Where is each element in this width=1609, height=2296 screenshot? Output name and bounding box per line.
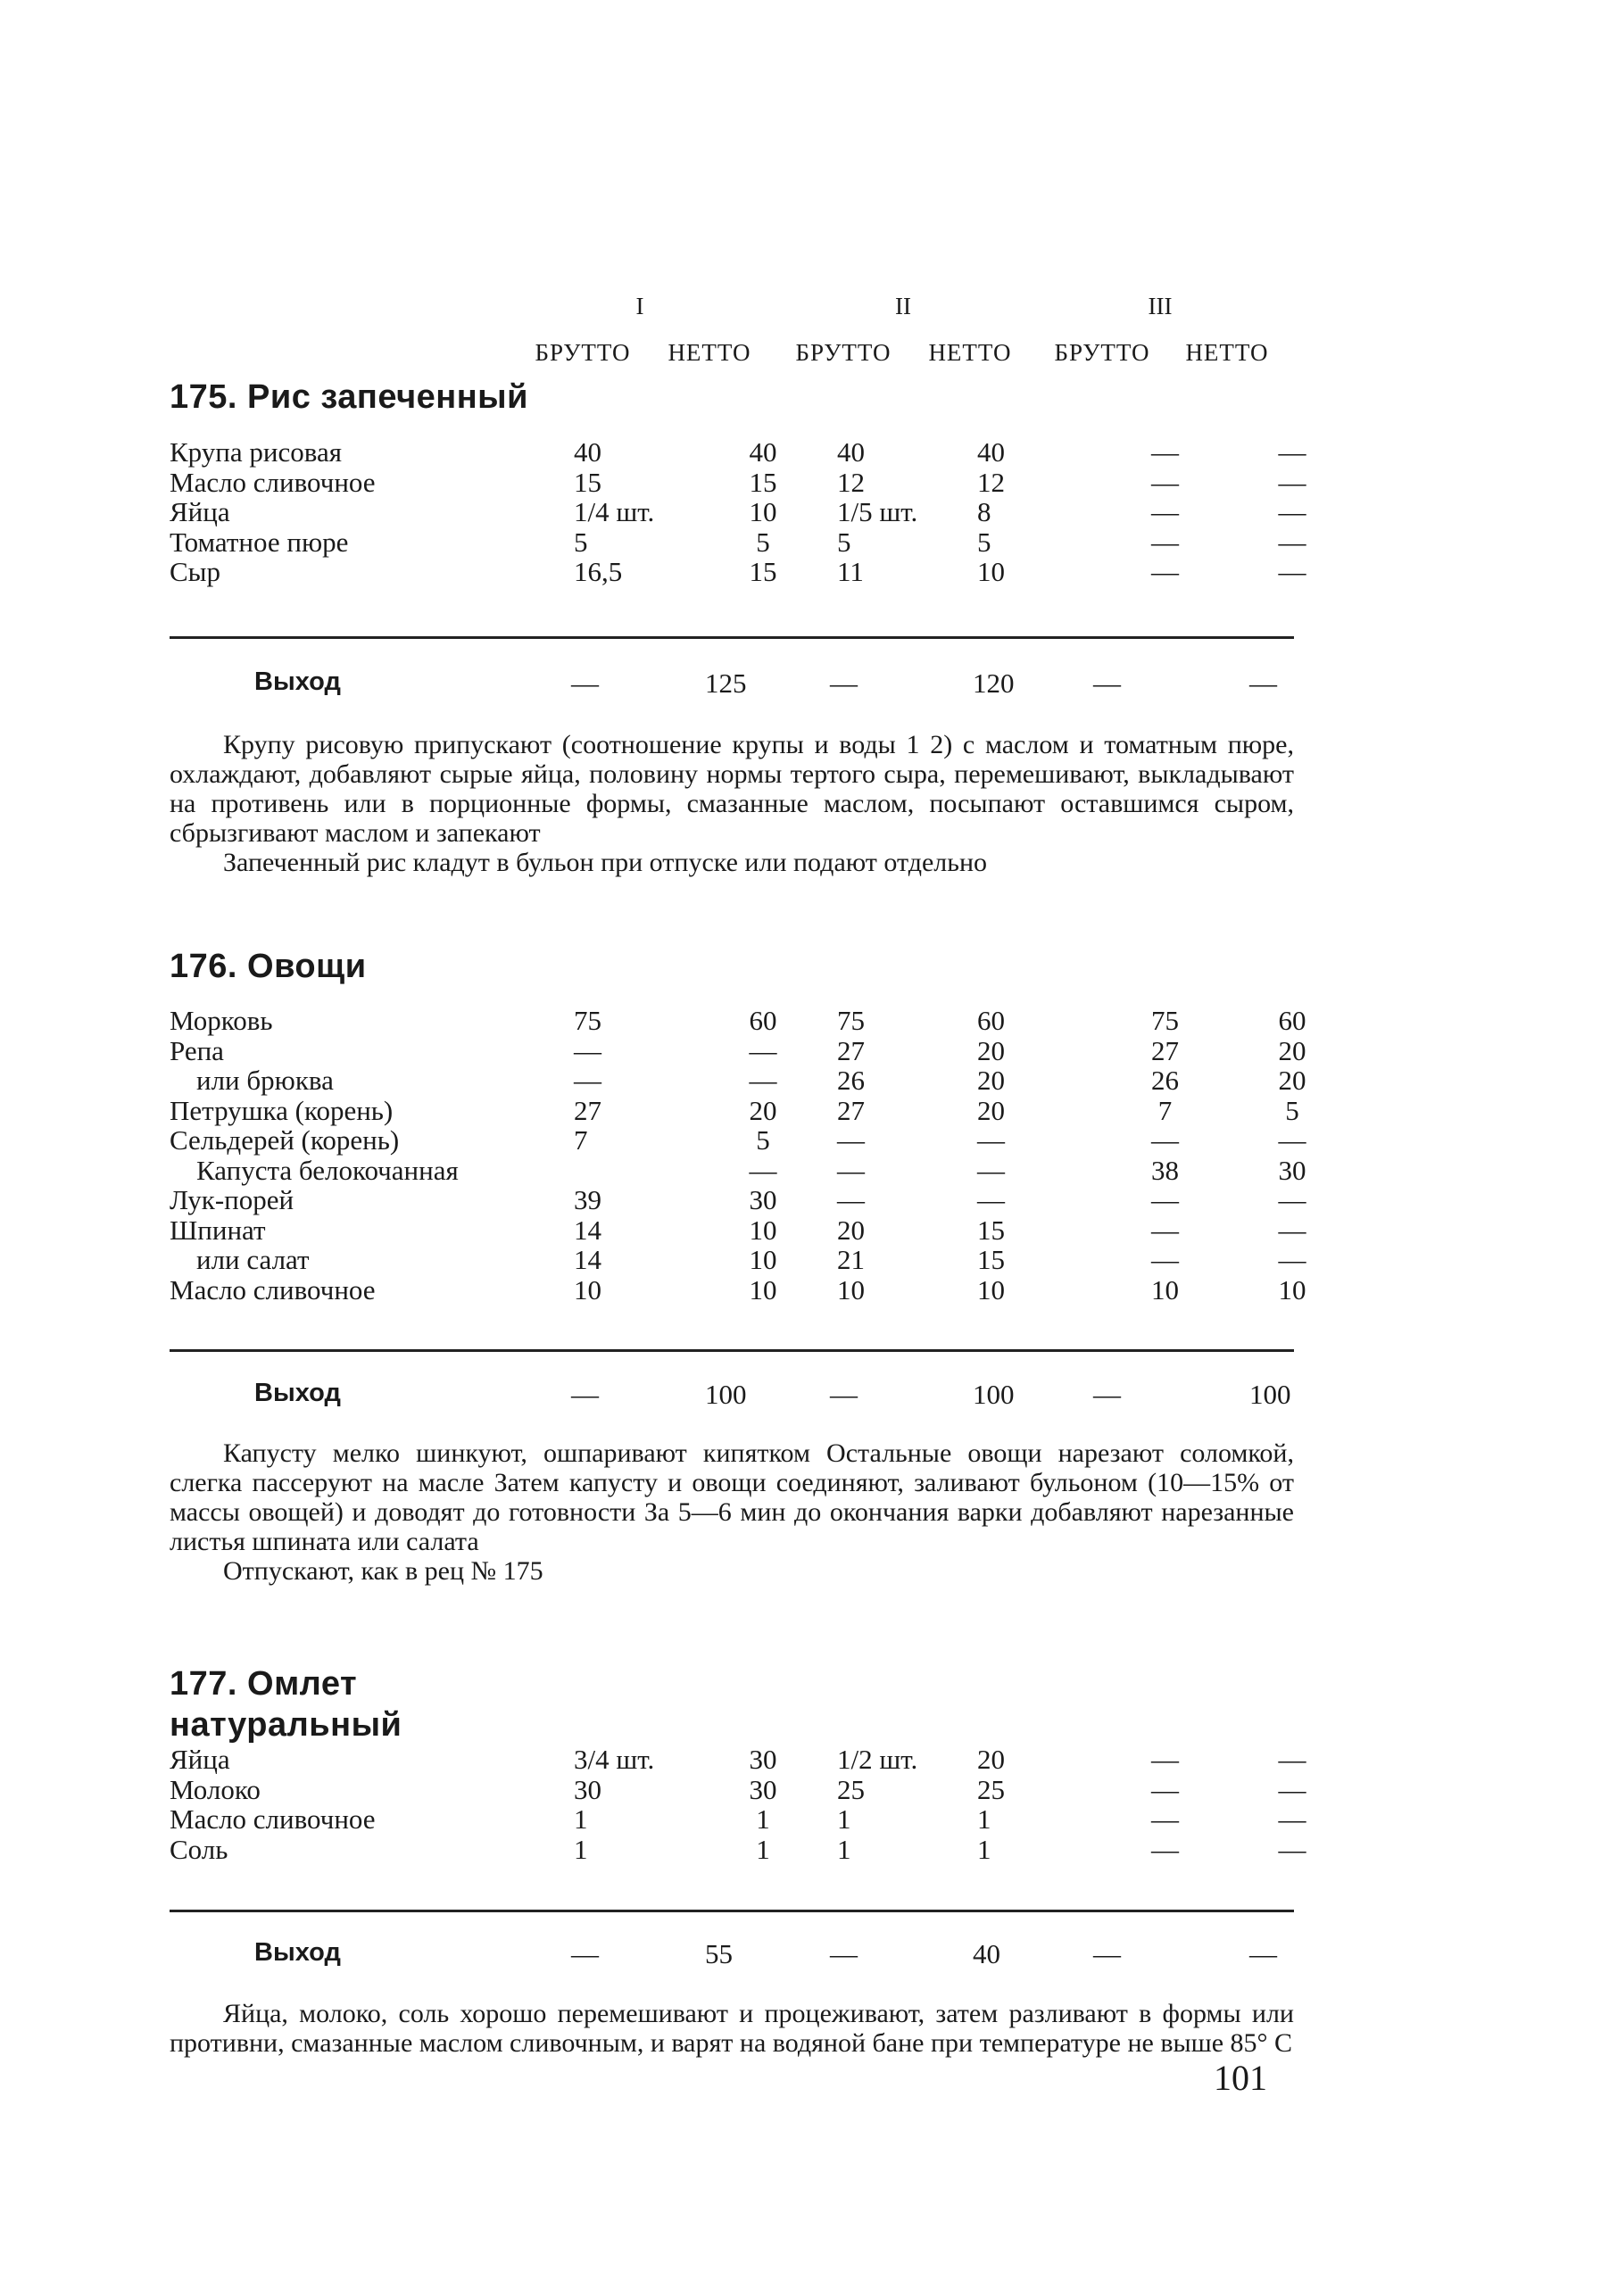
ingredient-value: — [1278, 526, 1306, 558]
ingredient-value: 27 [1151, 1034, 1179, 1066]
yield-value: — [1093, 667, 1121, 699]
yield-value: — [1093, 1938, 1121, 1969]
ingredient-value: 40 [977, 436, 1005, 468]
ingredient-name: Масло сливочное [170, 1803, 376, 1835]
ingredient-value: 30 [1278, 1154, 1306, 1186]
ingredient-value: — [1278, 1124, 1306, 1156]
ingredient-value: — [1151, 496, 1179, 527]
ingredient-value: — [1151, 1184, 1179, 1215]
ingredient-value: 5 [837, 526, 851, 558]
instruction-paragraph: Крупу рисовую припускают (соотношение крупы и воды 1 2) с маслом и томатным пюре, охлаждают, добавляют сырые яйца, половину нормы тертого сыра, перемешивают, выкладывают на противень или в порционные формы, смазанные маслом, посыпают оставшимся сыром, сбрызгивают маслом и запекают [170, 730, 1294, 848]
ingredient-value: 15 [749, 466, 777, 498]
recipe-instructions [170, 730, 1294, 877]
recipe-title: 177. Омлет натуральный [170, 1665, 402, 1744]
ingredient-value: — [1151, 1744, 1179, 1775]
ingredient-value [558, 1156, 696, 1186]
ingredient-value: 25 [977, 1773, 1005, 1805]
ingredient-value: — [1278, 1744, 1306, 1775]
ingredient-value: 5 [977, 526, 991, 558]
ingredient-row [170, 527, 1355, 558]
ingredient-row [170, 1006, 1355, 1036]
ingredient-value: 20 [977, 1034, 1005, 1066]
ingredient-value: 1 [574, 1833, 588, 1865]
ingredient-value: 1 [837, 1803, 851, 1835]
column-group-3: III [1148, 293, 1173, 319]
ingredient-row [170, 1245, 1355, 1275]
ingredient-value: 1 [756, 1833, 770, 1865]
ingredient-value: 10 [749, 1244, 777, 1275]
yield-value: — [830, 667, 858, 699]
ingredient-value: 15 [977, 1244, 1005, 1275]
yield-value: 100 [1249, 1379, 1291, 1410]
ingredient-name: Соль [170, 1833, 228, 1865]
ingredient-value: — [1151, 1214, 1179, 1246]
ingredient-value: 10 [749, 1214, 777, 1246]
yield-value: — [1249, 1938, 1277, 1969]
yield-value: 40 [973, 1938, 1000, 1969]
ingredient-value: 5 [756, 526, 770, 558]
ingredient-row [170, 1804, 1355, 1835]
ingredient-value: 26 [1151, 1065, 1179, 1096]
ingredient-value: 5 [1285, 1094, 1299, 1126]
ingredient-value: 30 [749, 1184, 777, 1215]
ingredient-value: — [837, 1124, 865, 1156]
ingredient-value: — [977, 1124, 1005, 1156]
recipe-instructions [170, 1999, 1294, 2058]
ingredient-value: — [1151, 1244, 1179, 1275]
ingredient-value: 30 [749, 1773, 777, 1805]
ingredient-value: 10 [977, 1273, 1005, 1305]
ingredient-value: 1/4 шт. [574, 496, 655, 527]
ingredient-name: Лук-порей [170, 1184, 294, 1215]
yield-value: 120 [973, 667, 1015, 699]
ingredient-value: 30 [574, 1773, 601, 1805]
ingredient-value: 10 [574, 1273, 601, 1305]
ingredient-name: Крупа рисовая [170, 436, 342, 468]
yield-label: Выход [254, 667, 341, 696]
ingredient-value: — [1151, 466, 1179, 498]
ingredient-value: 10 [749, 496, 777, 527]
yield-value: 55 [705, 1938, 733, 1969]
ingredient-value: — [574, 1065, 601, 1096]
ingredient-value: 75 [837, 1005, 865, 1036]
ingredient-row [170, 1125, 1355, 1156]
yield-label: Выход [254, 1379, 341, 1407]
ingredient-value: 3/4 шт. [574, 1744, 655, 1775]
yield-value: 125 [705, 667, 747, 699]
ingredient-value: 10 [1278, 1273, 1306, 1305]
ingredient-value: — [574, 1034, 601, 1066]
ingredient-value: 1 [977, 1803, 991, 1835]
ingredient-table [170, 437, 1355, 587]
column-group-1: I [635, 293, 644, 319]
ingredient-value: — [1151, 1124, 1179, 1156]
yield-value: — [1249, 667, 1277, 699]
ingredient-name: Морковь [170, 1005, 273, 1036]
ingredient-value: — [1278, 466, 1306, 498]
header-brutto-2: БРУТТО [795, 339, 892, 366]
ingredient-name: Масло сливочное [170, 466, 376, 498]
ingredient-value: — [977, 1154, 1005, 1186]
ingredient-value: 5 [574, 526, 588, 558]
ingredient-row [170, 1835, 1355, 1865]
ingredient-row [170, 1215, 1355, 1246]
ingredient-row [170, 1036, 1355, 1066]
ingredient-value: 16,5 [574, 556, 623, 587]
recipe-instructions [170, 1438, 1294, 1586]
ingredient-value: — [1151, 1773, 1179, 1805]
ingredient-value: — [1278, 1244, 1306, 1275]
ingredient-value: — [977, 1184, 1005, 1215]
ingredient-value: 10 [837, 1273, 865, 1305]
header-netto-2: НЕТТО [928, 339, 1012, 366]
ingredient-value: — [1151, 1833, 1179, 1865]
yield-row [170, 1379, 1294, 1414]
ingredient-value: 7 [574, 1124, 588, 1156]
ingredient-value: — [749, 1034, 777, 1066]
ingredient-value: 20 [1278, 1034, 1306, 1066]
column-group-2: II [895, 293, 911, 319]
ingredient-value: 7 [1157, 1094, 1173, 1126]
ingredient-value: 1 [837, 1833, 851, 1865]
ingredient-value: 5 [756, 1124, 770, 1156]
ingredient-value: — [1278, 1184, 1306, 1215]
instruction-paragraph: Капусту мелко шинкуют, ошпаривают кипятком Остальные овощи нарезают соломкой, слегка пассеруют на масле Затем капусту и овощи соединяют, заливают бульоном (10—15% от массы овощей) и доводят до готовности За 5—6 мин до окончания варки добавляют нарезанные листья шпината или салата [170, 1438, 1294, 1556]
ingredient-value: 8 [977, 496, 991, 527]
ingredient-value: — [1278, 1833, 1306, 1865]
ingredient-value: 60 [1278, 1005, 1306, 1036]
header-brutto-3: БРУТТО [1054, 339, 1150, 366]
ingredient-value: 20 [977, 1094, 1005, 1126]
ingredient-value: 1/5 шт. [837, 496, 918, 527]
ingredient-value: 30 [749, 1744, 777, 1775]
ingredient-row [170, 1745, 1355, 1775]
divider [170, 1349, 1294, 1352]
yield-value: 100 [705, 1379, 747, 1410]
ingredient-value: — [1278, 436, 1306, 468]
ingredient-value: 14 [574, 1244, 601, 1275]
ingredient-value: 15 [977, 1214, 1005, 1246]
ingredient-value: — [1278, 496, 1306, 527]
header-netto-3: НЕТТО [1185, 339, 1269, 366]
ingredient-row [170, 1775, 1355, 1805]
ingredient-value: 14 [574, 1214, 601, 1246]
ingredient-row [170, 1185, 1355, 1215]
ingredient-value: 40 [837, 436, 865, 468]
recipe-title: 175. Рис запеченный [170, 378, 528, 416]
ingredient-name: или брюква [196, 1065, 334, 1096]
yield-value: — [830, 1379, 858, 1410]
ingredient-name: Яйца [170, 1744, 230, 1775]
ingredient-value: 1 [756, 1803, 770, 1835]
ingredient-value: 1/2 шт. [837, 1744, 918, 1775]
ingredient-value: 75 [574, 1005, 601, 1036]
ingredient-row [170, 1065, 1355, 1096]
ingredient-row [170, 1275, 1355, 1305]
ingredient-value: 10 [977, 556, 1005, 587]
ingredient-name: Репа [170, 1034, 224, 1066]
ingredient-table [170, 1006, 1355, 1305]
instruction-paragraph: Яйца, молоко, соль хорошо перемешивают и процеживают, затем разливают в формы или противни, смазанные маслом сливочным, и варят на водяной бане при температуре не выше 85° С [170, 1999, 1294, 2058]
ingredient-value: 15 [574, 466, 601, 498]
ingredient-row [170, 468, 1355, 498]
ingredient-value: 15 [749, 556, 777, 587]
yield-value: 100 [973, 1379, 1015, 1410]
ingredient-value: — [1278, 1214, 1306, 1246]
ingredient-table [170, 1745, 1355, 1864]
ingredient-name: Сельдерей (корень) [170, 1124, 400, 1156]
ingredient-name: Яйца [170, 496, 230, 527]
ingredient-row [170, 1096, 1355, 1126]
yield-value: — [571, 1379, 599, 1410]
ingredient-value: 10 [1151, 1273, 1179, 1305]
instruction-paragraph: Отпускают, как в рец № 175 [223, 1556, 543, 1586]
ingredient-value: 20 [837, 1214, 865, 1246]
ingredient-value: 60 [977, 1005, 1005, 1036]
ingredient-value: 11 [837, 556, 864, 587]
ingredient-value: 26 [837, 1065, 865, 1096]
yield-value: — [830, 1938, 858, 1969]
ingredient-value: 12 [977, 466, 1005, 498]
ingredient-name: Масло сливочное [170, 1273, 376, 1305]
ingredient-row [170, 437, 1355, 468]
instruction-paragraph: Запеченный рис кладут в бульон при отпуске или подают отдельно [223, 848, 987, 877]
ingredient-row [170, 1156, 1355, 1186]
divider [170, 636, 1294, 639]
ingredient-value: 1 [574, 1803, 588, 1835]
ingredient-value: 27 [574, 1094, 601, 1126]
ingredient-value: — [1151, 1803, 1179, 1835]
ingredient-row [170, 557, 1355, 587]
ingredient-value: 39 [574, 1184, 601, 1215]
ingredient-value: 20 [977, 1065, 1005, 1096]
ingredient-value: — [837, 1184, 865, 1215]
ingredient-value: — [749, 1065, 777, 1096]
yield-row [170, 1938, 1294, 1974]
divider [170, 1910, 1294, 1912]
ingredient-value: — [837, 1154, 865, 1186]
ingredient-name: Шпинат [170, 1214, 266, 1246]
ingredient-value: 38 [1151, 1154, 1179, 1186]
ingredient-value: 75 [1151, 1005, 1179, 1036]
ingredient-value: — [1278, 1773, 1306, 1805]
ingredient-value: 20 [1278, 1065, 1306, 1096]
ingredient-row [170, 497, 1355, 527]
ingredient-name: Молоко [170, 1773, 261, 1805]
yield-value: — [571, 1938, 599, 1969]
ingredient-name: Капуста белокочанная [196, 1154, 459, 1186]
yield-value: — [571, 667, 599, 699]
ingredient-value: — [1278, 1803, 1306, 1835]
yield-value: — [1093, 1379, 1121, 1410]
ingredient-value: 60 [749, 1005, 777, 1036]
header-netto-1: НЕТТО [668, 339, 751, 366]
recipe-title: 176. Овощи [170, 948, 367, 985]
ingredient-value: 40 [574, 436, 601, 468]
ingredient-value: 21 [837, 1244, 865, 1275]
ingredient-value: 20 [977, 1744, 1005, 1775]
ingredient-value: 1 [977, 1833, 991, 1865]
ingredient-value: — [1151, 526, 1179, 558]
ingredient-value: — [1151, 436, 1179, 468]
ingredient-name: Петрушка (корень) [170, 1094, 394, 1126]
ingredient-name: Томатное пюре [170, 526, 349, 558]
ingredient-name: Сыр [170, 556, 221, 587]
ingredient-value: 10 [749, 1273, 777, 1305]
ingredient-value: 27 [837, 1034, 865, 1066]
header-brutto-1: БРУТТО [535, 339, 631, 366]
ingredient-name: или салат [196, 1244, 310, 1275]
yield-row [170, 667, 1294, 703]
yield-label: Выход [254, 1938, 341, 1967]
ingredient-value: 27 [837, 1094, 865, 1126]
page-number: 101 [1214, 2058, 1267, 2098]
ingredient-value: — [749, 1154, 777, 1186]
ingredient-value: 25 [837, 1773, 865, 1805]
ingredient-value: 20 [749, 1094, 777, 1126]
ingredient-value: 12 [837, 466, 865, 498]
ingredient-value: 40 [749, 436, 777, 468]
ingredient-value: — [1151, 556, 1179, 587]
ingredient-value: — [1278, 556, 1306, 587]
